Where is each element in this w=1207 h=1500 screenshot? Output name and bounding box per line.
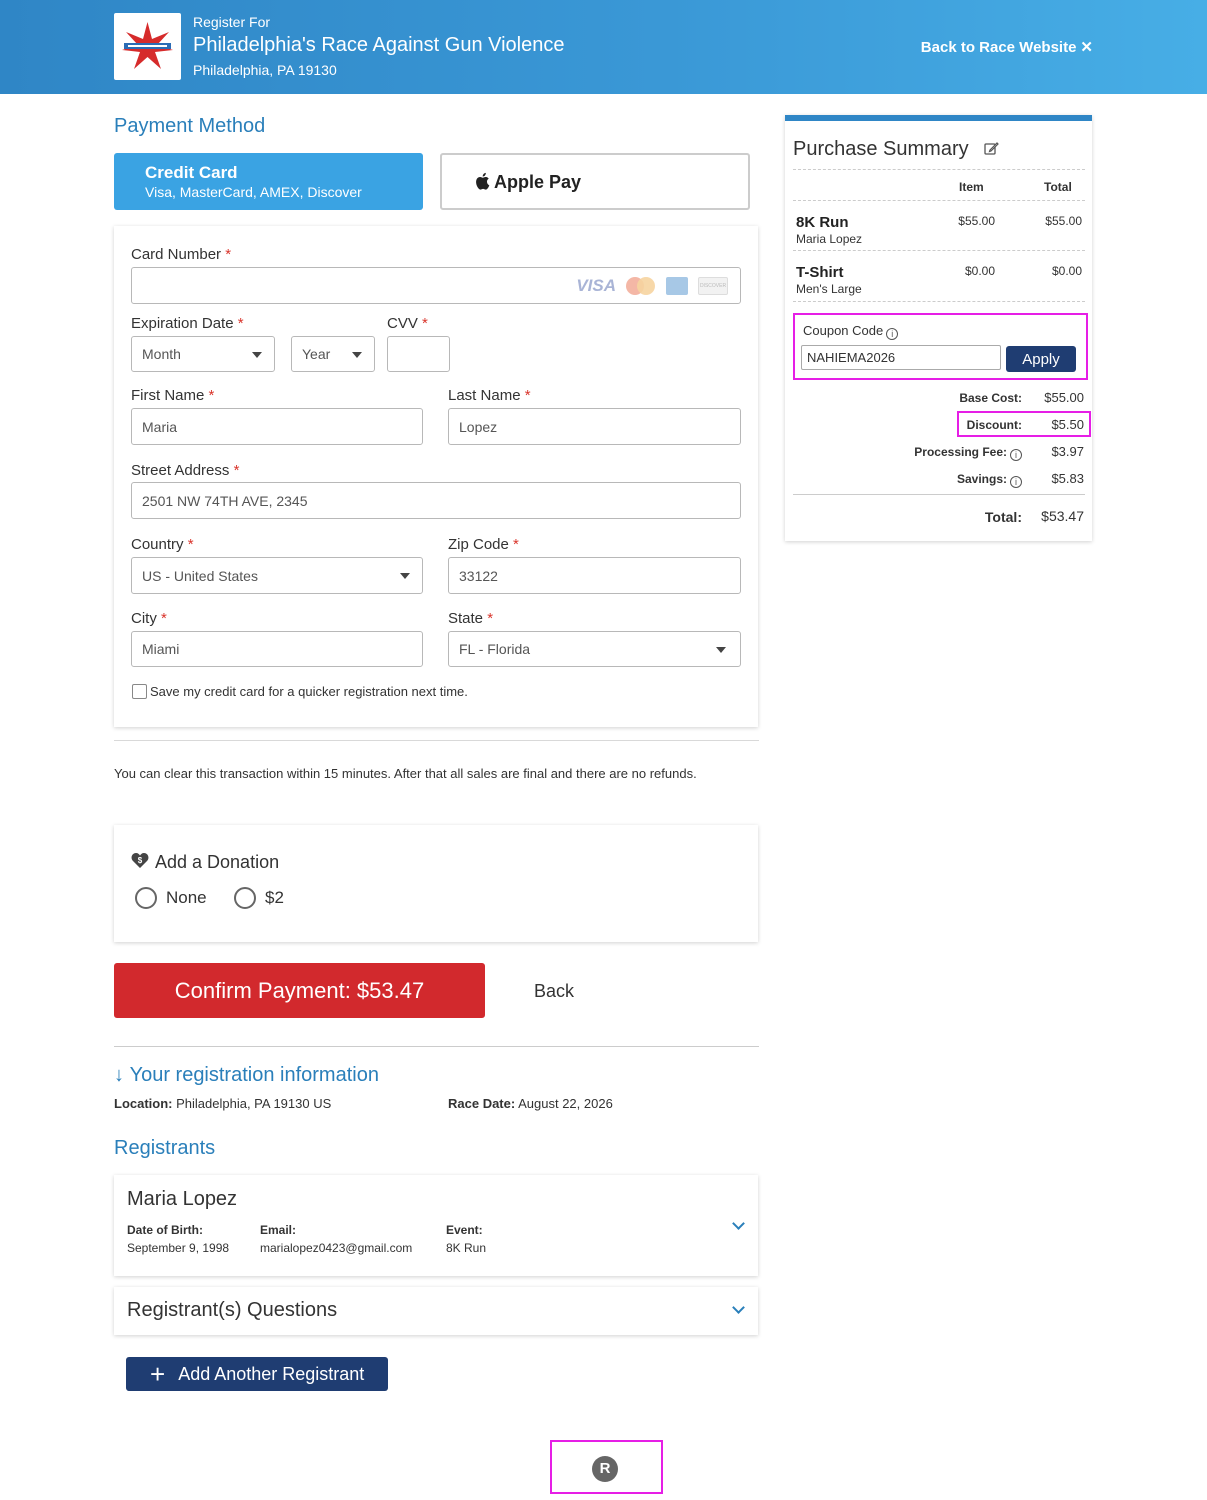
registration-info-title[interactable] (114, 1064, 379, 1087)
chevron-down-icon (252, 352, 262, 358)
expiration-year-select[interactable] (291, 336, 375, 372)
city-label: City * (131, 610, 167, 627)
discount-value: $5.50 (1051, 417, 1084, 432)
credit-card-tab[interactable] (114, 153, 423, 210)
dob-value: September 9, 1998 (127, 1241, 230, 1255)
coupon-section (793, 313, 1088, 380)
divider (793, 494, 1085, 495)
discount-label: Discount: (966, 418, 1022, 432)
back-to-website-link[interactable] (921, 38, 1093, 56)
info-icon[interactable]: i (886, 328, 898, 340)
registration-info-title-text: Your registration information (129, 1064, 379, 1086)
processing-fee-value: $3.97 (1051, 444, 1084, 459)
city-value: Miami (142, 641, 180, 657)
last-name-value: Lopez (459, 418, 498, 435)
amex-icon (666, 277, 688, 295)
location-info (114, 1096, 331, 1111)
race-logo (114, 13, 181, 80)
registrant-questions-title: Registrant(s) Questions (127, 1299, 338, 1321)
location-value: Philadelphia, PA 19130 US (176, 1096, 332, 1111)
race-date-label: Race Date: (448, 1096, 516, 1111)
divider (114, 1046, 759, 1047)
email-label: Email: (260, 1223, 297, 1237)
cvv-label: CVV * (387, 315, 428, 332)
apple-icon (474, 172, 490, 190)
coupon-code-label: Coupon Code i (803, 323, 898, 340)
coupon-code-input[interactable]: NAHIEMA2026 (801, 345, 1001, 370)
info-icon[interactable]: i (1010, 476, 1022, 488)
last-name-label: Last Name * (448, 387, 531, 404)
donation-none-label: None (166, 888, 207, 907)
summary-item-price: $0.00 (964, 264, 995, 278)
close-icon: ✕ (1080, 39, 1093, 56)
donation-2-radio[interactable] (234, 887, 256, 909)
base-cost-label: Base Cost: (959, 391, 1022, 405)
chevron-down-icon (400, 573, 410, 579)
arrow-down-icon: ↓ (114, 1064, 124, 1086)
event-value: 8K Run (446, 1241, 487, 1255)
event-label: Event: (446, 1223, 483, 1237)
card-brands (576, 276, 728, 296)
col-item-header: Item (959, 180, 984, 194)
apple-pay-label: Apple Pay (494, 172, 582, 192)
plus-icon: + (150, 1359, 166, 1389)
chevron-down-icon (716, 647, 726, 653)
summary-item-sub: Men's Large (796, 282, 862, 296)
savings-label: Savings: i (885, 472, 1022, 488)
add-another-registrant-button[interactable] (126, 1357, 388, 1391)
summary-item-total: $0.00 (1051, 264, 1082, 278)
race-date-value: August 22, 2026 (518, 1096, 613, 1111)
card-number-input[interactable] (131, 267, 741, 304)
month-value: Month (142, 346, 181, 362)
summary-item-name: T-Shirt (796, 264, 844, 281)
race-date-info (448, 1096, 613, 1111)
city-input[interactable] (131, 631, 423, 667)
cvv-input[interactable] (387, 336, 450, 372)
refund-notice: You can clear this transaction within 15 minutes. After that all sales are final and there are no refunds. (114, 766, 697, 781)
registrant-name: Maria Lopez (127, 1188, 238, 1210)
event-location: Philadelphia, PA 19130 (193, 62, 337, 78)
location-label: Location: (114, 1096, 173, 1111)
zip-code-input[interactable] (448, 557, 741, 594)
donation-2-label: $2 (265, 888, 284, 907)
chevron-down-icon (352, 352, 362, 358)
donation-card (114, 825, 758, 942)
country-value: US - United States (142, 567, 258, 584)
save-card-checkbox[interactable] (132, 684, 147, 699)
col-total-header: Total (1044, 180, 1072, 194)
state-value: FL - Florida (459, 641, 531, 657)
summary-item-sub: Maria Lopez (796, 232, 863, 246)
country-label: Country * (131, 536, 194, 553)
mastercard-icon (626, 277, 656, 295)
donation-heart-icon (131, 852, 149, 869)
svg-text:$: $ (137, 856, 143, 865)
dob-label: Date of Birth: (127, 1223, 203, 1237)
info-icon[interactable]: i (1010, 449, 1022, 461)
discover-icon: DISCOVER (698, 277, 728, 295)
state-label: State * (448, 610, 494, 627)
confirm-payment-button[interactable]: Confirm Payment: $53.47 (114, 963, 485, 1018)
country-select[interactable] (131, 557, 423, 594)
registrants-title: Registrants (114, 1137, 216, 1159)
save-card-label: Save my credit card for a quicker registration next time. (150, 684, 468, 699)
processing-fee-label: Processing Fee: i (845, 445, 1022, 461)
header-pretitle: Register For (193, 14, 271, 30)
divider (793, 200, 1085, 201)
credit-card-tab-title: Credit Card (145, 163, 238, 182)
purchase-summary-title: Purchase Summary (793, 138, 969, 160)
apply-coupon-button[interactable]: Apply (1006, 346, 1076, 372)
base-cost-value: $55.00 (1044, 390, 1084, 405)
add-another-registrant-label: Add Another Registrant (178, 1363, 365, 1384)
first-name-label: First Name * (131, 387, 215, 404)
purchase-summary-panel (785, 115, 1092, 541)
expiration-month-select[interactable] (131, 336, 275, 372)
email-value: marialopez0423@gmail.com (260, 1241, 413, 1255)
summary-item-name: 8K Run (796, 214, 849, 231)
street-address-label: Street Address * (131, 462, 240, 479)
donation-none-radio[interactable] (135, 887, 157, 909)
year-value: Year (302, 346, 331, 362)
event-title: Philadelphia's Race Against Gun Violence (193, 34, 565, 56)
back-button[interactable]: Back (534, 981, 575, 1001)
credit-card-tab-subtitle: Visa, MasterCard, AMEX, Discover (145, 184, 362, 200)
state-select[interactable] (448, 631, 741, 667)
divider (793, 169, 1085, 170)
first-name-input[interactable] (131, 408, 423, 445)
back-to-website-label: Back to Race Website (920, 39, 1077, 56)
summary-item-price: $55.00 (958, 214, 995, 228)
first-name-value: Maria (142, 418, 178, 435)
highlight-box (550, 1440, 663, 1494)
summary-item-total: $55.00 (1045, 214, 1082, 228)
card-number-label: Card Number * (131, 246, 232, 263)
street-address-input[interactable] (131, 482, 741, 519)
divider (793, 301, 1085, 302)
total-label: Total: (984, 509, 1022, 525)
apple-pay-tab[interactable] (440, 153, 750, 210)
payment-method-title: Payment Method (114, 115, 266, 137)
total-value: $53.47 (1041, 508, 1084, 524)
last-name-input[interactable] (448, 408, 741, 445)
r-badge-icon[interactable]: R (592, 1456, 618, 1482)
divider (114, 740, 759, 741)
page-header (0, 0, 1207, 94)
edit-icon[interactable] (984, 141, 999, 155)
donation-title: Add a Donation (155, 852, 280, 872)
zip-code-label: Zip Code * (448, 536, 519, 553)
street-address-value: 2501 NW 74TH AVE, 2345 (142, 492, 308, 509)
visa-icon: VISA (576, 276, 616, 295)
zip-code-value: 33122 (459, 567, 498, 584)
expiration-date-label: Expiration Date * (131, 315, 244, 332)
savings-value: $5.83 (1051, 471, 1084, 486)
divider (793, 250, 1085, 251)
